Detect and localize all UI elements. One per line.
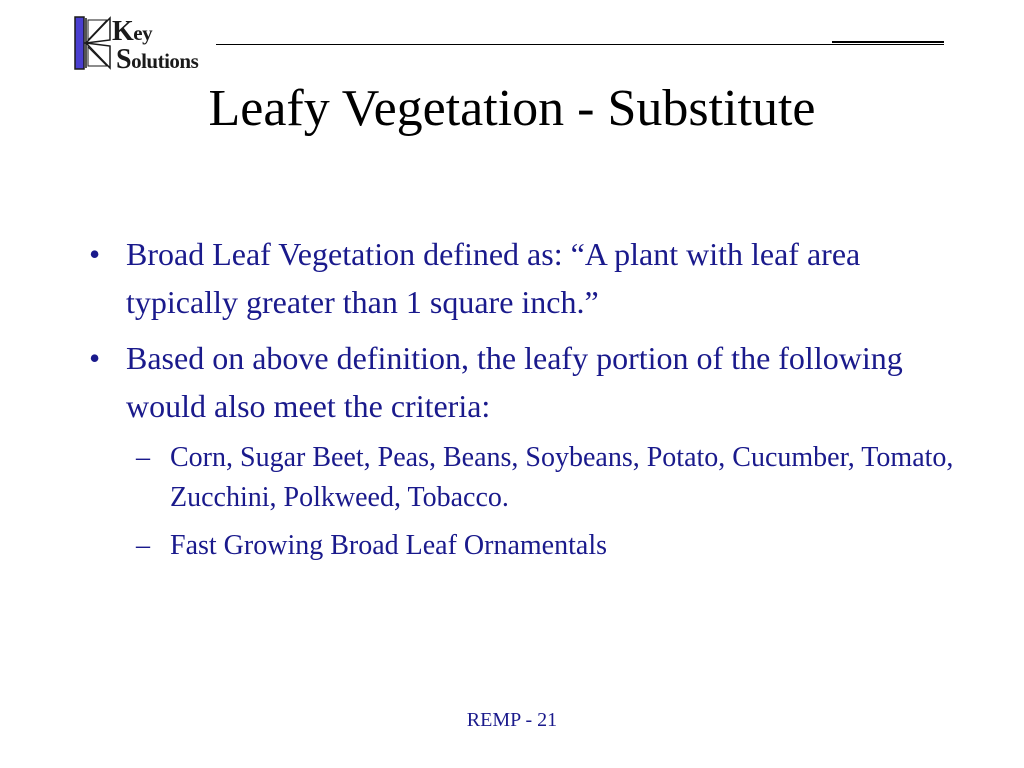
logo-word-key (112, 18, 152, 46)
logo-k-mark-icon (74, 16, 114, 70)
sub-bullet-marker: – (136, 530, 150, 561)
logo-solutions-rest: olutions (131, 49, 199, 73)
sub-bullet-marker: – (136, 442, 150, 473)
bullet-item (80, 230, 960, 326)
header-accent-rule (832, 41, 944, 43)
sub-bullet-item (80, 438, 960, 518)
logo-word-solutions (116, 46, 198, 74)
logo-key-rest: ey (133, 21, 153, 45)
bullet-item (80, 334, 960, 430)
sub-bullet-text: Fast Growing Broad Leaf Ornamentals (170, 530, 607, 561)
sub-bullet-item (80, 526, 960, 566)
bullet-text: Broad Leaf Vegetation defined as: “A plant with leaf area typically greater than 1 square inch.” (126, 236, 861, 320)
logo-solutions-initial: S (116, 44, 132, 75)
key-solutions-logo (74, 16, 224, 75)
slide-title: Leafy Vegetation - Substitute (208, 80, 816, 137)
bullet-list (80, 230, 960, 430)
slide-body (80, 230, 960, 574)
header-divider (216, 44, 944, 45)
sub-bullet-text: Corn, Sugar Beet, Peas, Beans, Soybeans, Potato, Cucumber, Tomato, Zucchini, Polkweed, Tobacco. (170, 442, 954, 513)
bullet-text: Based on above definition, the leafy portion of the following would also meet the criteria: (126, 340, 903, 424)
slide-footer-page-label: REMP - 21 (466, 709, 558, 731)
bullet-marker: • (89, 340, 101, 376)
sub-bullet-list (80, 438, 960, 566)
bullet-marker: • (89, 236, 101, 272)
logo-key-initial: K (112, 16, 134, 47)
